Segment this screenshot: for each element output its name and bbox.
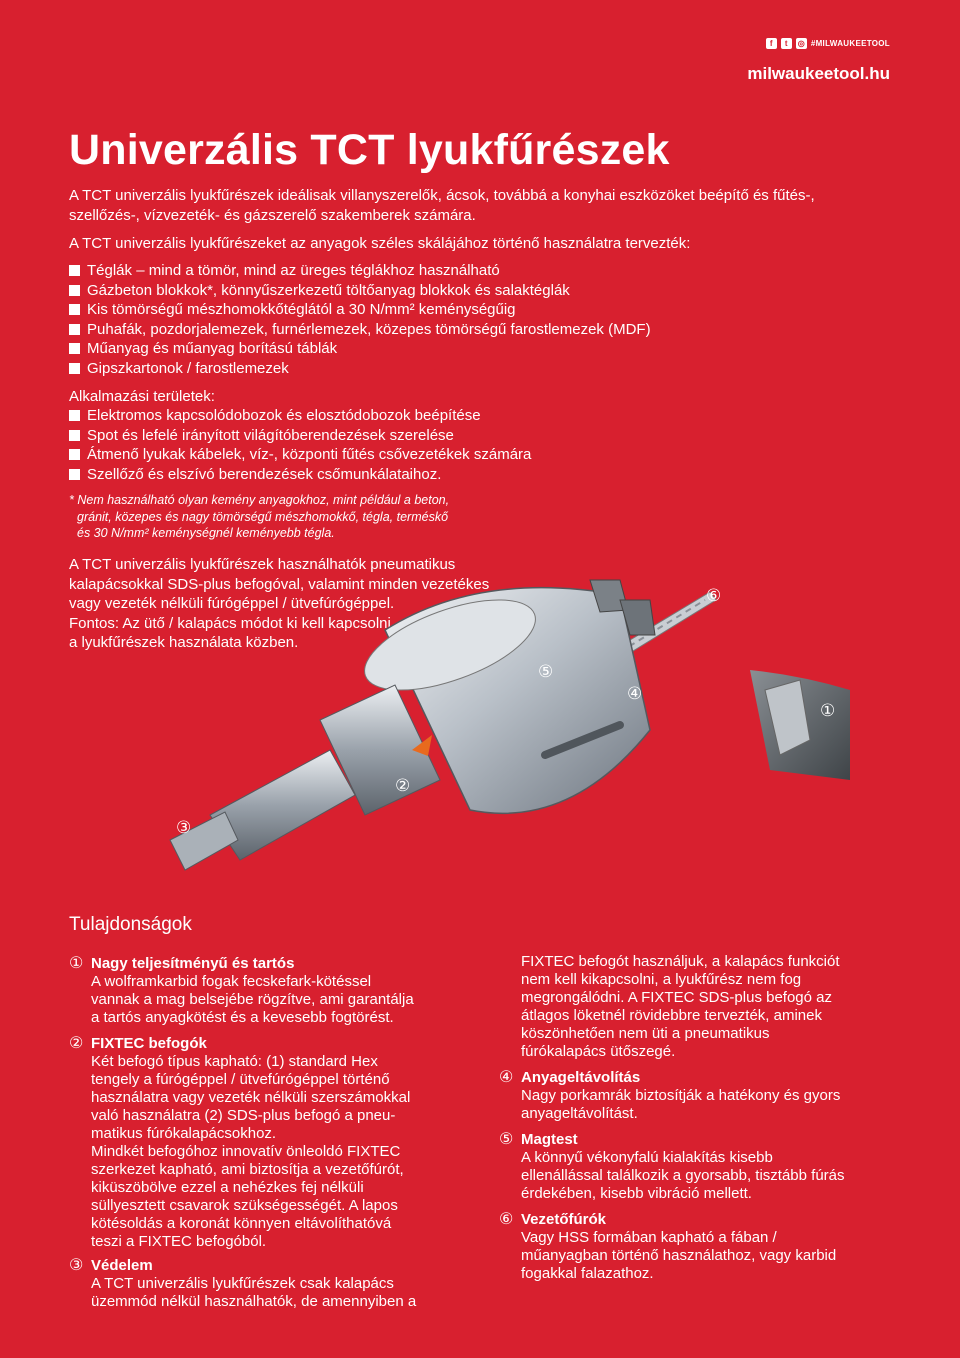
instagram-icon[interactable]: ◎ (797, 39, 805, 48)
materials-list (69, 261, 651, 378)
callout-2: ② (395, 776, 411, 795)
tooth-detail-inset (750, 670, 850, 780)
callout-4: ④ (627, 684, 643, 703)
page-title: Univerzális TCT lyukfűrészek (69, 126, 670, 174)
feature-2: ② FIXTEC befogók Két befogó típus kapható: (1) standard Hex tengely a fúrógéppel / ütvefúrógéppel történő használatra vagy vezeték nélküli szerszámokkal való használatra (2) SDS-plus befogó a pneu- matikus fúrókalapácsokhoz. Mindkét befogóhoz innovatív önleoldó FIXTEC szerkezet kapható, ami biztosítja a vezetőfúrót, kiküszöbölve ezzel a nehézkes fej nélküli süllyesztett csavarok szükségességét. A lapos kötésoldás a koronát könnyen eltávolíthatóvá teszi a FIXTEC befogóból. (69, 1035, 411, 1250)
hole-saw-illustration (150, 540, 850, 900)
callout-5: ⑤ (538, 662, 554, 681)
twitter-icon[interactable]: t (781, 38, 792, 49)
list-item: Téglák – mind a tömör, mind az üreges téglákhoz használható (69, 261, 651, 281)
list-item: Kis tömörségű mészhomokkőtéglától a 30 N/mm² keménységűig (69, 300, 651, 320)
materials-intro: A TCT univerzális lyukfűrészeket az anyagok széles skálájához történő használatra tervezték: (69, 235, 691, 252)
callout-3: ③ (176, 818, 192, 837)
feature-4: ④ Anyageltávolítás Nagy porkamrák biztosítják a hatékony és gyors anyageltávolítást. (499, 1069, 841, 1122)
callout-1: ① (820, 701, 836, 720)
hashtag: #MILWAUKEETOOL (810, 39, 890, 48)
feature-3: ③ Védelem A TCT univerzális lyukfűrészek csak kalapács üzemmód nélkül használhatók, de amennyiben a (69, 1257, 417, 1310)
site-url[interactable]: milwaukeetool.hu (747, 64, 890, 83)
footnote: * Nem használható olyan kemény anyagokhoz, mint például a beton, gránit, közepes és nagy tömörségű mészhomokkő, tégla, terméskő és 30 N/mm² keménységnél keményebb tégla. (69, 493, 450, 540)
social-bar (766, 38, 890, 49)
applications-list (69, 406, 531, 484)
list-item: Szellőző és elszívó berendezések csőmunkálataihoz. (69, 465, 531, 485)
fixtec-continuation: FIXTEC befogót használjuk, a kalapács funkciót nem kell kikapcsolni, a lyukfűrész nem fog megrongálódni. A FIXTEC SDS-plus befogó az átlagos löketnél rövidebbre tervezték, aminek köszönhetően nem üti a pneumatikus fúrókalapács ütőszegé. (521, 953, 840, 1060)
list-item: Gipszkartonok / farostlemezek (69, 359, 651, 379)
callout-6: ⑥ (706, 586, 722, 605)
feature-1: ① Nagy teljesítményű és tartós A wolframkarbid fogak fecskefark-kötéssel vannak a mag belsejébe rögzítve, ami garantálja a tartós anyagkötést és a kevesebb fogtörést. (69, 955, 414, 1026)
list-item: Átmenő lyukak kábelek, víz-, központi fűtés csővezetékek számára (69, 445, 531, 465)
list-item: Elektromos kapcsolódobozok és elosztódobozok beépítése (69, 406, 531, 426)
list-item: Puhafák, pozdorjalemezek, furnérlemezek, közepes tömörségű farostlemezek (MDF) (69, 320, 651, 340)
feature-5: ⑤ Magtest A könnyű vékonyfalú kialakítás kisebb ellenállással találkozik a gyorsabb, tisztább fúrás érdekében, kisebb vibráció mellett. (499, 1131, 845, 1202)
list-item: Gázbeton blokkok*, könnyűszerkezetű töltőanyag blokkok és salaktéglák (69, 281, 651, 301)
properties-title: Tulajdonságok (69, 914, 192, 935)
list-item: Spot és lefelé irányított világítóberendezések szerelése (69, 426, 531, 446)
intro-paragraph: A TCT univerzális lyukfűrészek ideálisak villanyszerelők, ácsok, továbbá a konyhai eszközöket beépítő és fűtés-, szellőzés-, vízvezeték- és gázszerelő szakemberek számára. (69, 187, 815, 224)
feature-6: ⑥ Vezetőfúrók Vagy HSS formában kapható a fában / műanyagban történő használathoz, vagy karbid fogakkal falazathoz. (499, 1211, 837, 1282)
list-item: Műanyag és műanyag borítású táblák (69, 339, 651, 359)
facebook-icon[interactable]: f (766, 38, 777, 49)
pneumatic-paragraph: A TCT univerzális lyukfűrészek használhatók pneumatikus kalapácsokkal SDS-plus befogóval, valamint minden vezetékes vagy vezeték nélküli fúrógéppel / ütvefúrógéppel. Fontos: Az ütő / kalapács módot ki kell kapcsolni a lyukfűrészek használata közben. (69, 556, 490, 651)
applications-title: Alkalmazási területek: (69, 388, 215, 405)
